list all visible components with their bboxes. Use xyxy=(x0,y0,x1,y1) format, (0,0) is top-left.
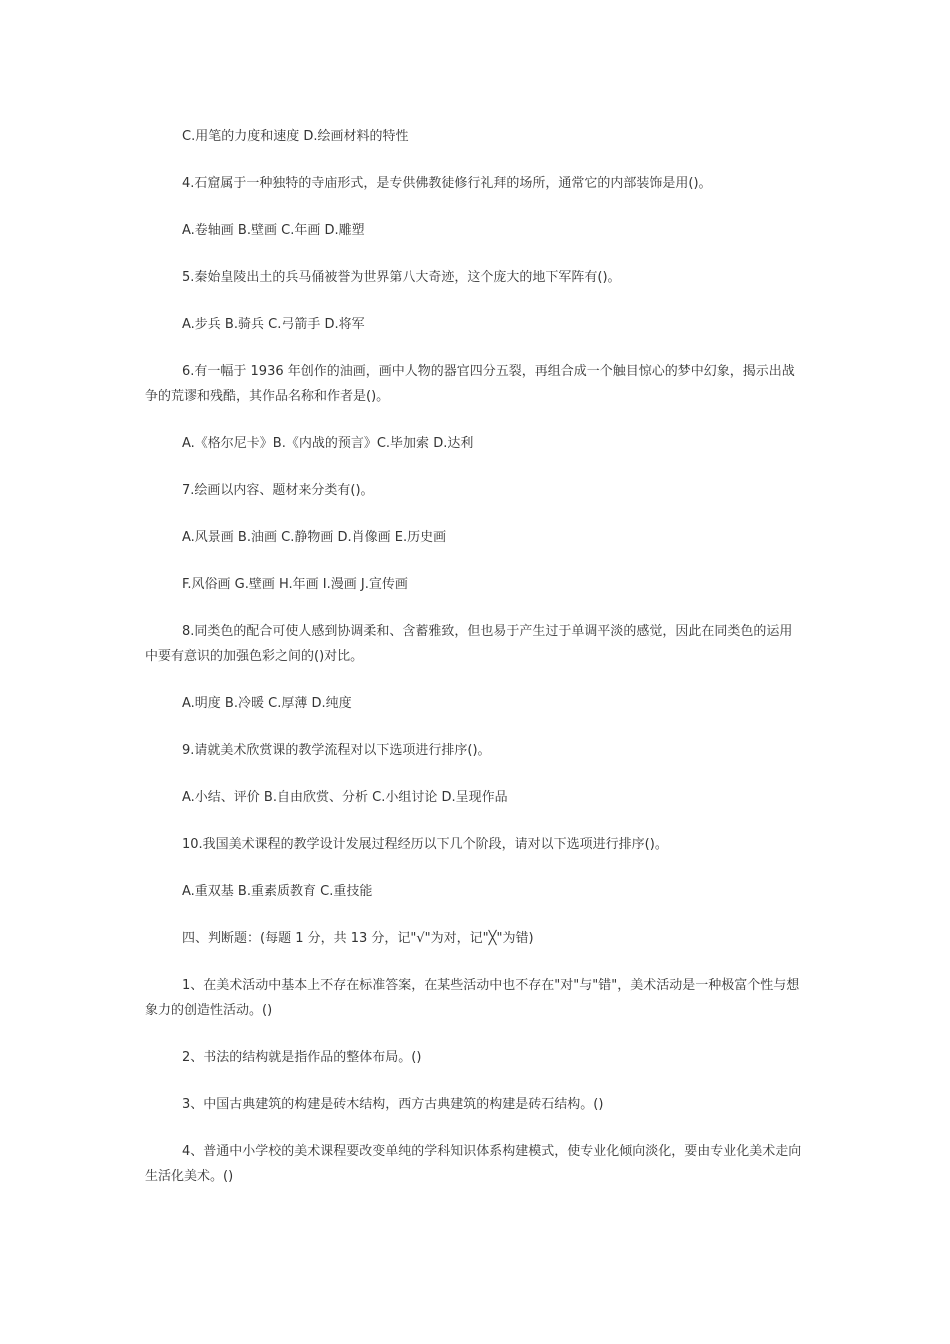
question-6-options: A.《格尔尼卡》B.《内战的预言》C.毕加索 D.达利 xyxy=(182,436,474,451)
question-4-options: A.卷轴画 B.壁画 C.年画 D.雕塑 xyxy=(182,223,365,238)
judgement-2: 2、书法的结构就是指作品的整体布局。() xyxy=(182,1050,422,1065)
judgement-3: 3、中国古典建筑的构建是砖木结构，西方古典建筑的构建是砖石结构。() xyxy=(182,1097,604,1112)
question-8: 8.同类色的配合可使人感到协调柔和、含蓄雅致，但也易于产生过于单调平淡的感觉，因此在同类色的运用中要有意识的加强色彩之间的()对比。 xyxy=(145,624,793,664)
text-paragraph: C.用笔的力度和速度 D.绘画材料的特性 xyxy=(182,129,409,144)
question-10: 10.我国美术课程的教学设计发展过程经历以下几个阶段，请对以下选项进行排序()。 xyxy=(182,837,668,852)
question-4: 4.石窟属于一种独特的寺庙形式，是专供佛教徒修行礼拜的场所，通常它的内部装饰是用()。 xyxy=(182,176,712,191)
judgement-1: 1、在美术活动中基本上不存在标准答案，在某些活动中也不存在"对"与"错"，美术活动是一种极富个性与想象力的创造性活动。() xyxy=(145,978,800,1018)
question-6: 6.有一幅于 1936 年创作的油画，画中人物的器官四分五裂，再组合成一个触目惊心的梦中幻象，揭示出战争的荒谬和残酷，其作品名称和作者是()。 xyxy=(145,364,795,404)
question-5-options: A.步兵 B.骑兵 C.弓箭手 D.将军 xyxy=(182,317,365,332)
question-8-options: A.明度 B.冷暖 C.厚薄 D.纯度 xyxy=(182,696,352,711)
question-7-options: A.风景画 B.油画 C.静物画 D.肖像画 E.历史画 xyxy=(182,530,447,545)
judgement-4: 4、普通中小学校的美术课程要改变单纯的学科知识体系构建模式，使专业化倾向淡化，要由专业化美术走向生活化美术。() xyxy=(145,1144,802,1184)
question-7: 7.绘画以内容、题材来分类有()。 xyxy=(182,483,374,498)
question-9: 9.请就美术欣赏课的教学流程对以下选项进行排序()。 xyxy=(182,743,491,758)
document-body xyxy=(145,124,805,1211)
question-7-options-continued: F.风俗画 G.壁画 H.年画 I.漫画 J.宣传画 xyxy=(182,577,408,592)
section-heading: 四、判断题：(每题 1 分，共 13 分，记"√"为对，记"╳"为错) xyxy=(182,931,534,946)
question-10-options: A.重双基 B.重素质教育 C.重技能 xyxy=(182,884,373,899)
question-5: 5.秦始皇陵出土的兵马俑被誉为世界第八大奇迹，这个庞大的地下军阵有()。 xyxy=(182,270,621,285)
question-9-options: A.小结、评价 B.自由欣赏、分析 C.小组讨论 D.呈现作品 xyxy=(182,790,508,805)
